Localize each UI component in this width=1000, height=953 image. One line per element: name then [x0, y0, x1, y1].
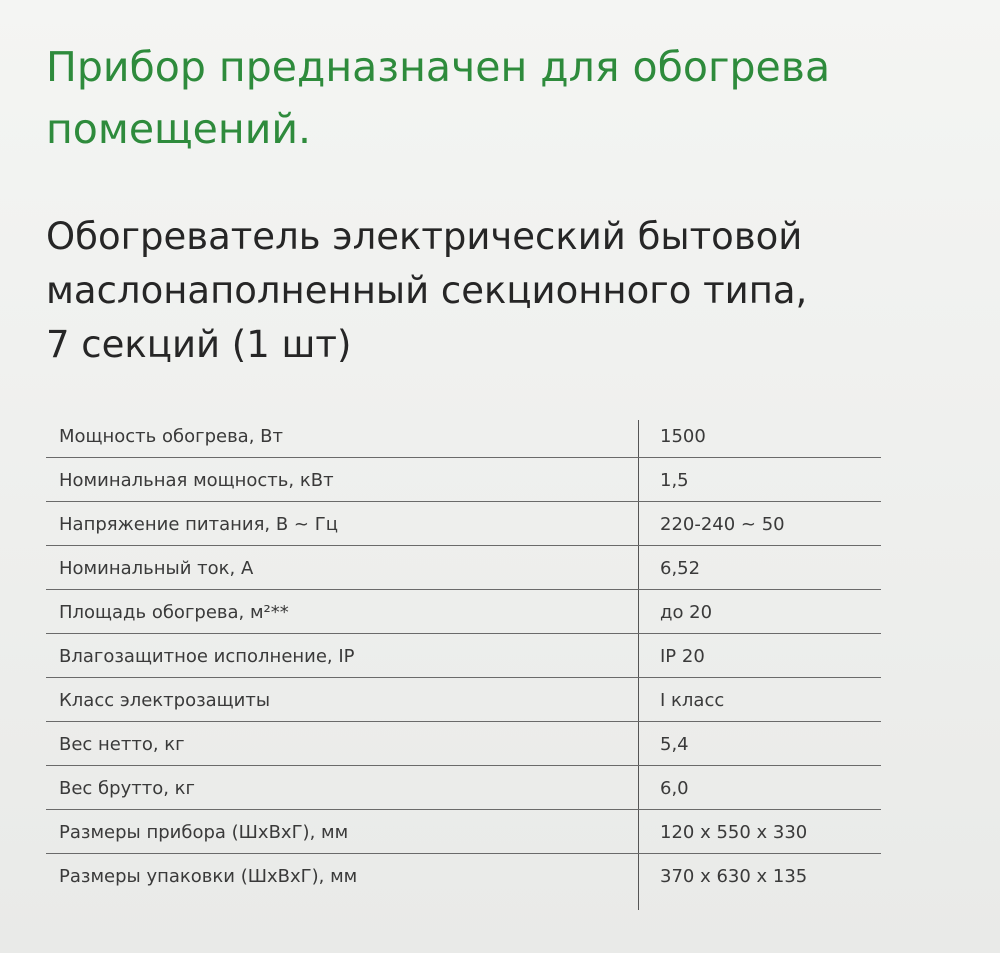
- spec-label: Размеры упаковки (ШхВхГ), мм: [59, 866, 358, 887]
- spec-value: 5,4: [660, 734, 689, 755]
- spec-value: 6,52: [660, 558, 701, 579]
- spec-value: до 20: [660, 602, 713, 623]
- spec-label: Размеры прибора (ШхВхГ), мм: [59, 822, 349, 843]
- spec-label: Площадь обогрева, м²**: [59, 602, 289, 623]
- spec-value: 6,0: [660, 778, 689, 799]
- spec-label: Напряжение питания, В ~ Гц: [59, 514, 338, 535]
- spec-label: Вес брутто, кг: [59, 778, 195, 799]
- spec-value: I класс: [660, 690, 725, 711]
- product-title-line: 7 секций (1 шт): [46, 323, 352, 366]
- purpose-heading: Прибор предназначен для обогрева помещений.: [46, 43, 831, 153]
- spec-value: 1500: [660, 426, 706, 447]
- spec-row: [46, 854, 881, 898]
- product-title: [46, 210, 946, 372]
- spec-value: IP 20: [660, 646, 705, 667]
- product-title-line: Обогреватель электрический бытовой: [46, 215, 803, 258]
- spec-row: [46, 546, 881, 590]
- spec-label: Номинальный ток, А: [59, 558, 254, 579]
- spec-value: 370 x 630 x 135: [660, 866, 808, 887]
- spec-row: [46, 634, 881, 678]
- spec-row: [46, 766, 881, 810]
- spec-label: Мощность обогрева, Вт: [59, 426, 283, 447]
- product-title-line: маслонаполненный секционного типа,: [46, 269, 808, 312]
- spec-label: Вес нетто, кг: [59, 734, 185, 755]
- spec-row: [46, 458, 881, 502]
- spec-value: 220-240 ~ 50: [660, 514, 785, 535]
- spec-row: [46, 678, 881, 722]
- spec-row: [46, 722, 881, 766]
- spec-row: [46, 414, 881, 458]
- spec-row: [46, 502, 881, 546]
- spec-row: [46, 590, 881, 634]
- spec-label: Класс электрозащиты: [59, 690, 271, 711]
- spec-row: [46, 810, 881, 854]
- spec-table: [46, 414, 881, 910]
- spec-label: Влагозащитное исполнение, IP: [59, 646, 355, 667]
- spec-value: 120 x 550 x 330: [660, 822, 808, 843]
- spec-value: 1,5: [660, 470, 689, 491]
- spec-label: Номинальная мощность, кВт: [59, 470, 334, 491]
